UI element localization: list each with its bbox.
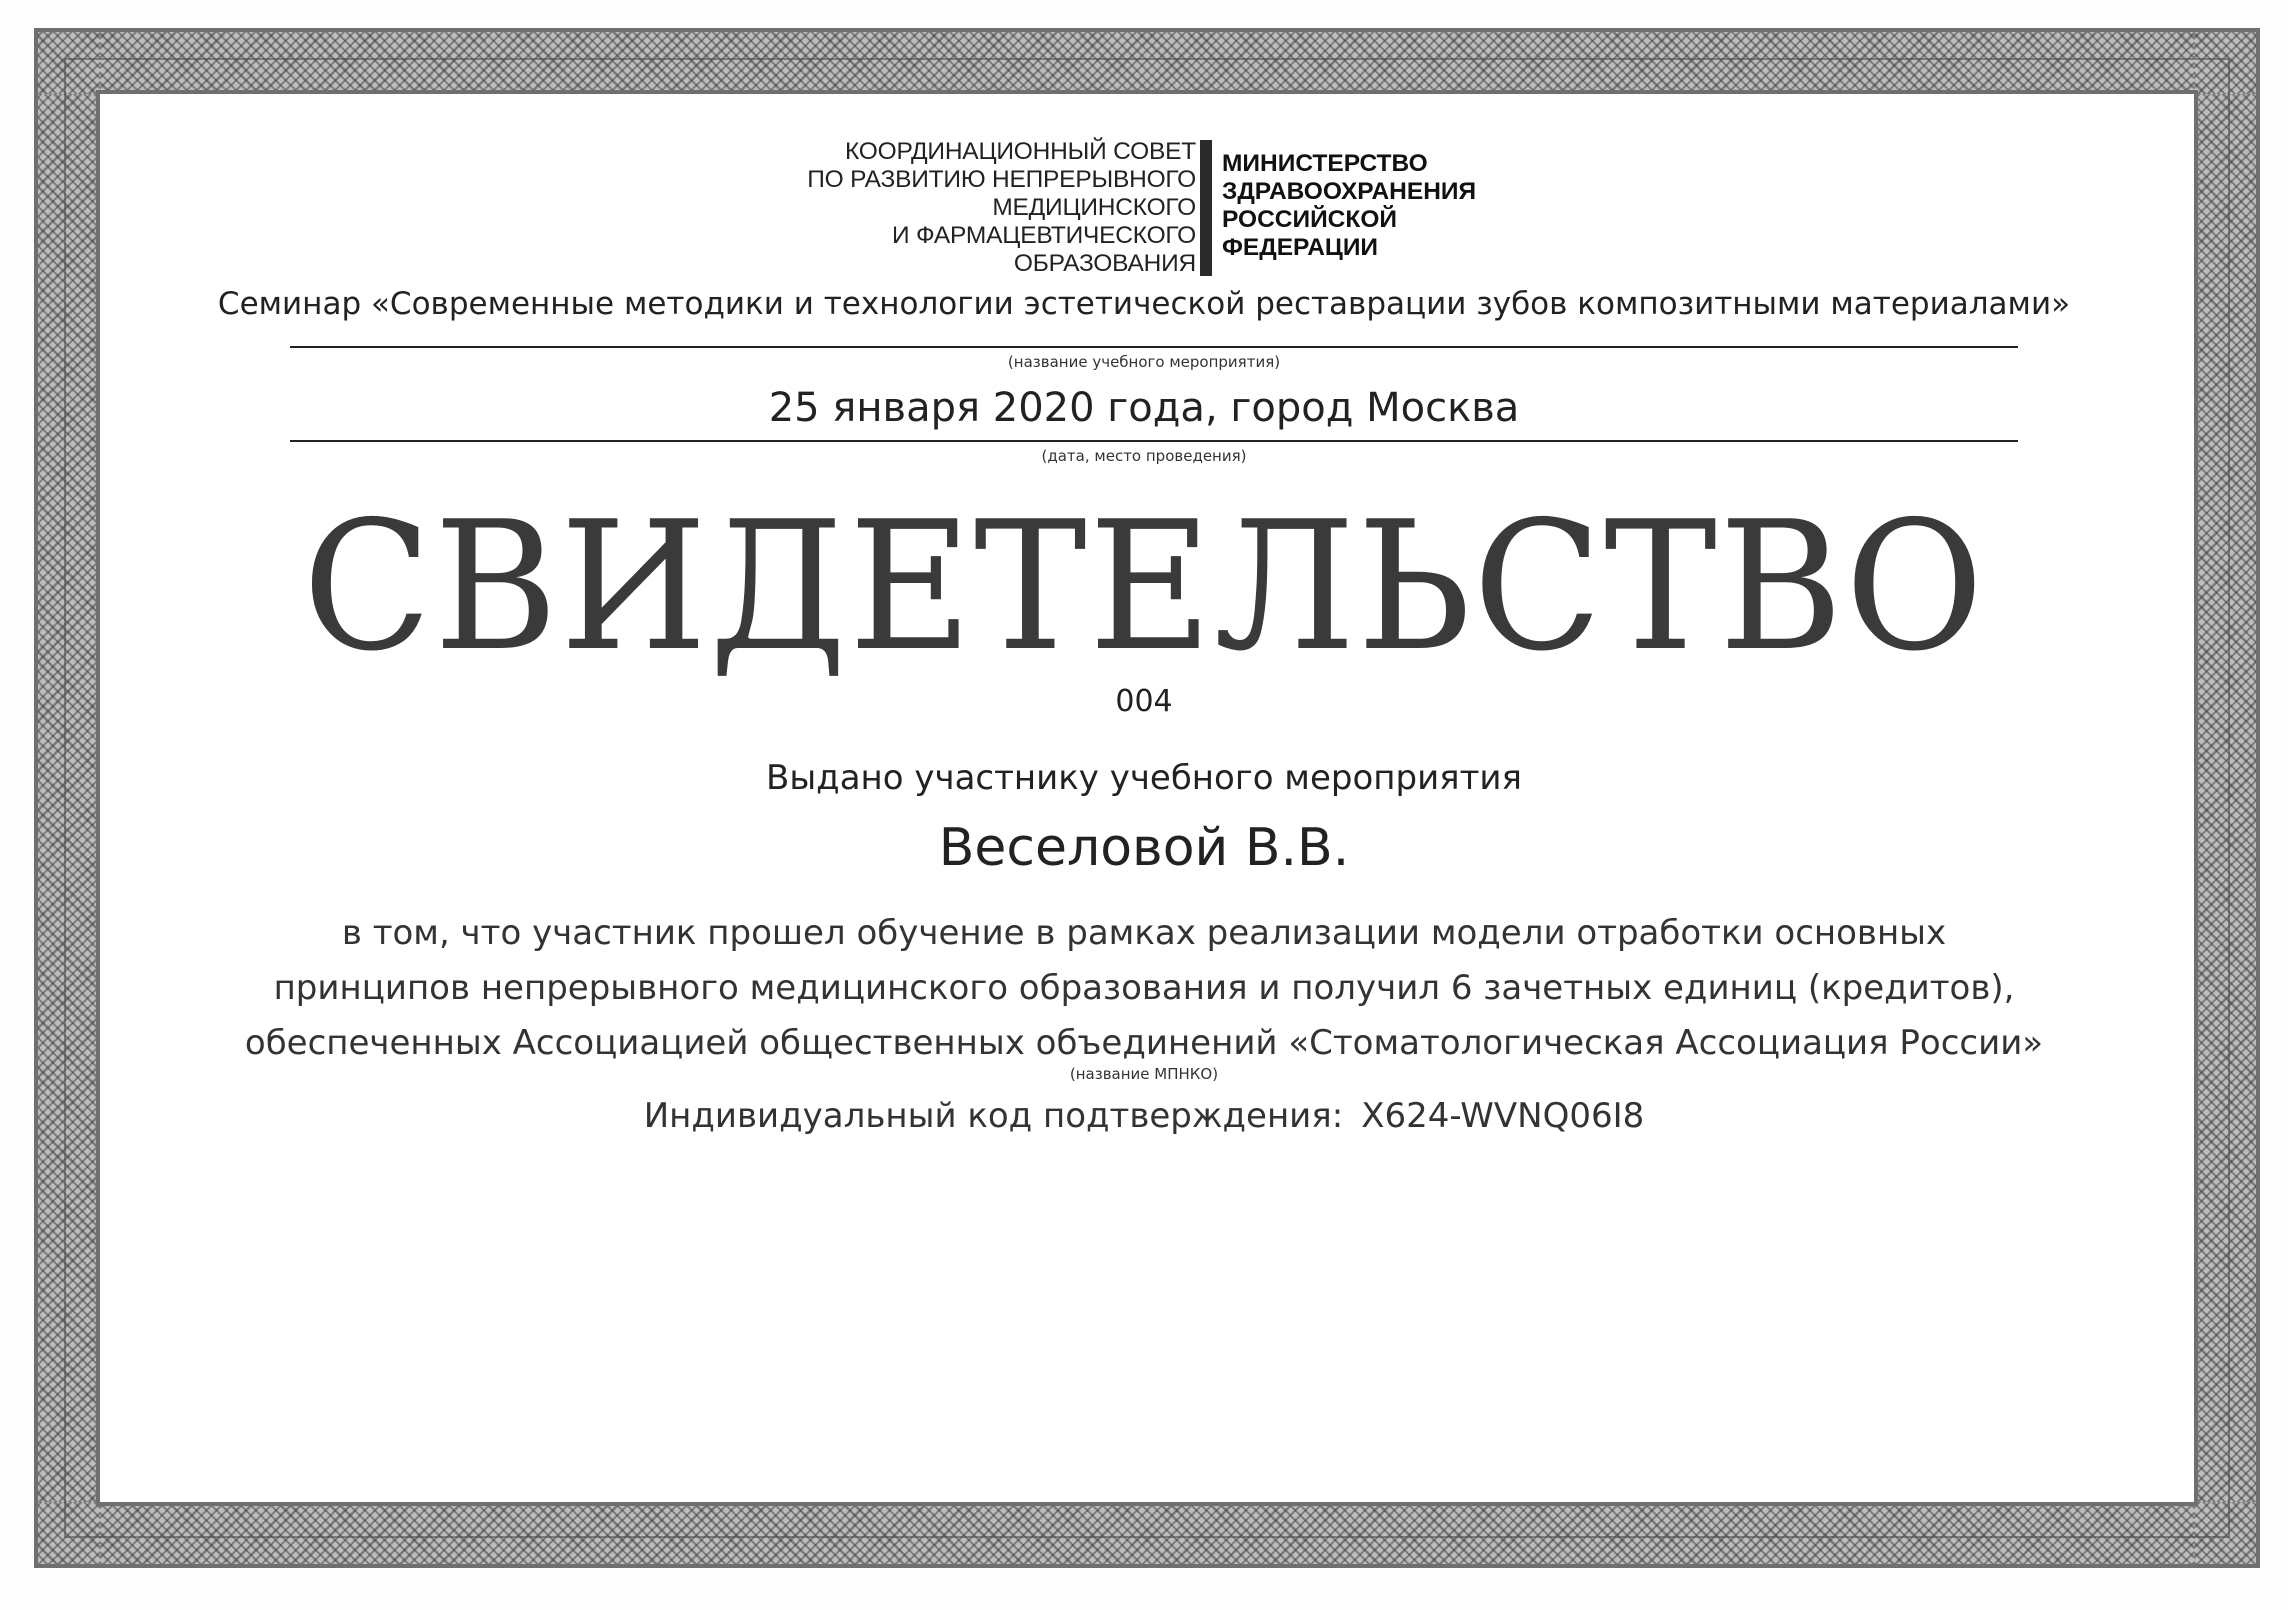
council-line: МЕДИЦИНСКОГО: [992, 194, 1196, 221]
council-line: И ФАРМАЦЕВТИЧЕСКОГО: [892, 222, 1196, 249]
provider-caption: (название МПНКО): [1069, 1065, 1219, 1083]
event-name: Семинар «Современные методики и технологии эстетической реставрации зубов композитными материалами»: [217, 286, 2071, 322]
council-line: ОБРАЗОВАНИЯ: [1013, 250, 1196, 277]
certificate-title: СВИДЕТЕЛЬСТВО: [302, 483, 1986, 690]
code-value: X624-WVNQ06I8: [1361, 1096, 1645, 1136]
certificate-body: [0, 906, 2288, 1071]
ministry-line: РОССИЙСКОЙ: [1222, 206, 1397, 233]
ministry-line: ЗДРАВООХРАНЕНИЯ: [1222, 178, 1477, 205]
event-name-caption: (название учебного мероприятия): [1007, 353, 1281, 371]
council-line: ПО РАЗВИТИЮ НЕПРЕРЫВНОГО: [807, 166, 1196, 193]
date-rule: [290, 440, 2018, 442]
date-caption: (дата, место проведения): [1041, 447, 1247, 465]
certificate-number: 004: [1115, 684, 1173, 719]
council-line: КООРДИНАЦИОННЫЙ СОВЕТ: [845, 138, 1196, 165]
council-name: [807, 138, 1196, 278]
ministry-name: [1222, 150, 1476, 262]
code-label: Индивидуальный код подтверждения:: [643, 1096, 1344, 1136]
ministry-line: ФЕДЕРАЦИИ: [1222, 234, 1379, 261]
header-logo: [0, 138, 2288, 278]
event-date-place: 25 января 2020 года, город Москва: [768, 385, 1520, 431]
confirmation-code: [0, 1096, 2288, 1136]
logo-divider-bar: [1200, 140, 1212, 276]
ministry-line: МИНИСТЕРСТВО: [1222, 150, 1428, 177]
body-line: обеспеченных Ассоциацией общественных объединений «Стоматологическая Ассоциация России»: [244, 1023, 2044, 1063]
event-name-rule: [290, 346, 2018, 348]
body-line: принципов непрерывного медицинского образования и получил 6 зачетных единиц (кредитов),: [273, 968, 2015, 1008]
body-line: в том, что участник прошел обучение в рамках реализации модели отработки основных: [341, 913, 1947, 953]
issued-to-label: Выдано участнику учебного мероприятия: [766, 758, 1522, 798]
recipient-name: Веселовой В.В.: [938, 818, 1350, 878]
